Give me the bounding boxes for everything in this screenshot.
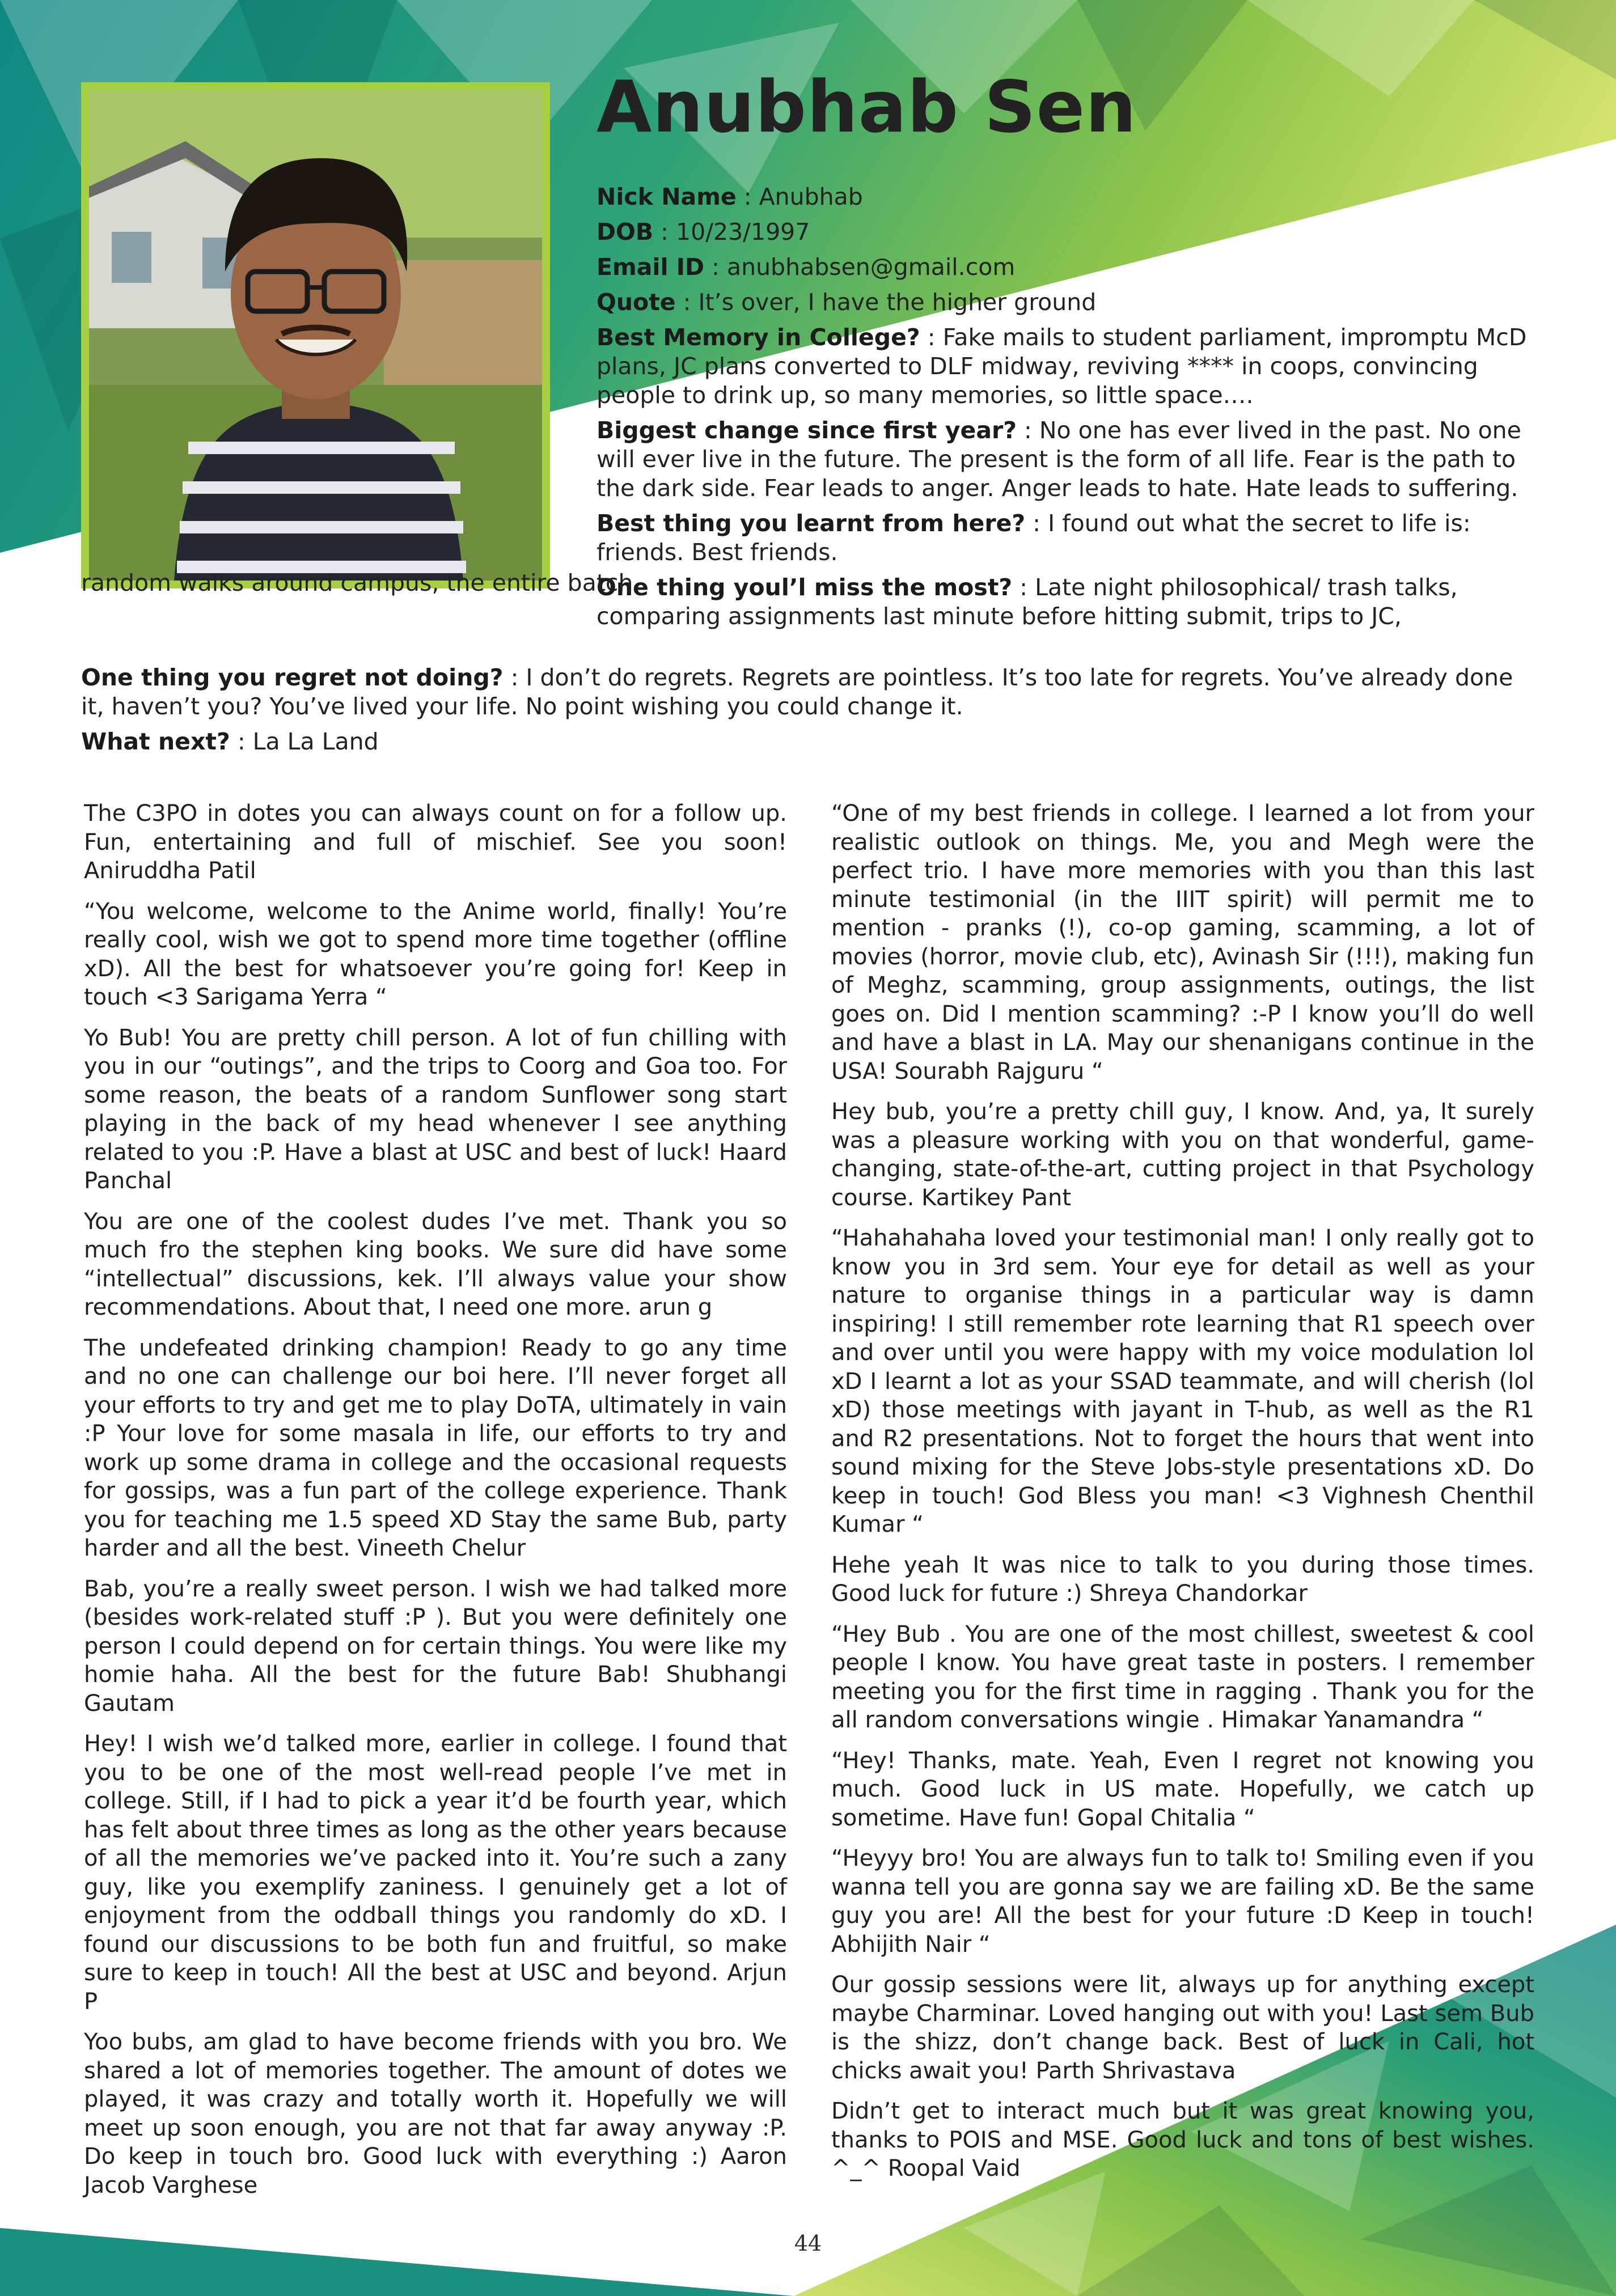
field-dob [597, 218, 1543, 247]
testimonial: “Hey! Thanks, mate. Yeah, Even I regret not knowing you much. Good luck in US mate. Hopefully, we catch up sometime. Have fun! Gopal Chitalia “ [831, 1747, 1534, 1831]
field-value: : Anubhab [736, 183, 863, 210]
field-what-next [81, 727, 1533, 756]
testimonial: Yo Bub! You are pretty chill person. A lot of fun chilling with you in our “outings”, and the trips to Coorg and Goa too. For some reason, the beats of a random Sunflower song start playing in the back of my head whenever I see anything related to you :P. Have a blast at USC and best of luck! Haard Panchal [84, 1024, 787, 1194]
portrait-illustration [89, 90, 542, 581]
field-value: : I found out what the secret to life is: friends. Best friends. [597, 510, 1471, 566]
field-best-memory [597, 323, 1543, 410]
testimonial: Our gossip sessions were lit, always up for anything except maybe Charminar. Loved hanging out with you! Last sem Bub is the shizz, don’t change back. Best of luck in Cali, hot chicks await you! Parth Shrivastava [831, 1972, 1534, 2084]
profile-photo [81, 82, 550, 588]
field-value: : 10/23/1997 [653, 218, 810, 245]
testimonial: The C3PO in dotes you can always count on for a follow up. Fun, entertaining and full of mischief. See you soon! Aniruddha Patil [84, 800, 787, 884]
page-number: 44 [794, 2231, 822, 2256]
field-value: : It’s over, I have the higher ground [675, 289, 1097, 316]
profile-info-continuation [81, 569, 1533, 598]
field-quote [597, 288, 1543, 317]
testimonial: You are one of the coolest dudes I’ve met. Thank you so much fro the stephen king books. We sure did have some “intellectual” discussions, kek. I’ll always value your show recommendations. About that, I need one more. arun g [84, 1208, 787, 1320]
testimonial: “You welcome, welcome to the Anime world, finally! You’re really cool, wish we got to spend more time together (offline xD). All the best for whatsoever you’re going for! Keep in touch <3 Sarigama Yerra “ [84, 898, 787, 1010]
field-label: Email ID [597, 253, 705, 281]
field-best-thing-learnt [597, 509, 1543, 567]
testimonial: Didn’t get to interact much but it was great knowing you, thanks to POIS and MSE. Good luck and tons of best wishes. ^_^ Roopal Vaid [831, 2098, 1534, 2181]
testimonial: Yoo bubs, am glad to have become friends with you bro. We shared a lot of memories together. The amount of dotes we played, it was crazy and totally worth it. Hopefully we will meet up soon enough, you are not that far away anyway :P. Do keep in touch bro. Good luck with everything :) Aaron Jacob Varghese [84, 2029, 787, 2198]
testimonial: Hey! I wish we’d talked more, earlier in college. I found that you to be one of the most well-read people I’ve met in college. Still, if I had to pick a year it’d be fourth year, which has felt about three times as long as the other years because of all the memories we’ve packed into it. You’re such a zany guy, like you exemplify zaniness. I genuinely get a lot of enjoyment from the oddball things you randomly do xD. I found our discussions to be both fun and fruitful, so make sure to keep in touch! All the best at USC and beyond. Arjun P [84, 1731, 787, 2015]
profile-info-bottom [81, 663, 1533, 762]
field-value: : anubhabsen@gmail.com [704, 253, 1016, 281]
testimonial: Hey bub, you’re a pretty chill guy, I know. And, ya, It surely was a pleasure working with you on that wonderful, game-changing, state-of-the-art, cutting project in that Psychology course. Kartikey Pant [831, 1099, 1534, 1211]
field-nick-name [597, 183, 1543, 211]
field-value: : No one has ever lived in the past. No one will ever live in the future. The present is the form of all life. Fear is the path to the dark side. Fear leads to anger. Anger leads to hate. Hate leads to suffering. [597, 417, 1521, 502]
field-label: Nick Name [597, 183, 737, 210]
testimonial: Hehe yeah It was nice to talk to you during those times. Good luck for future :) Shreya Chandorkar [831, 1552, 1534, 1607]
testimonials-left-column [84, 799, 787, 2212]
testimonial: Bab, you’re a really sweet person. I wish we had talked more (besides work-related stuff :P ). But you were definitely one person I could depend on for certain things. You were like my homie haha. All the best for the future Bab! Shubhangi Gautam [84, 1575, 787, 1717]
field-email [597, 253, 1543, 282]
testimonial: “One of my best friends in college. I learned a lot from your realistic outlook on things. Me, you and Megh were the perfect trio. I have more memories with you than this last minute testimonial (in the IIIT spirit) will permit me to mention - pranks (!), co-op gaming, scamming, a lot of movies (horror, movie club, etc), Avinash Sir (!!!), making fun of Meghz, scamming, group assignments, outings, the list goes on. Did I mention scamming? :-P I know you’ll do well and have a blast in LA. May our shenanigans continue in the USA! Sourabh Rajguru “ [831, 800, 1534, 1085]
field-label: DOB [597, 218, 654, 245]
field-value: : La La Land [230, 728, 379, 755]
field-label: What next? [81, 728, 230, 755]
field-biggest-change [597, 416, 1543, 503]
field-miss-the-most-continued: random walks around campus, the entire batch [81, 569, 633, 596]
field-label: One thing youl’l miss the most? [597, 574, 1013, 601]
field-value: : Late night philosophical/ trash talks, comparing assignments last minute before hitting submit, trips to JC, [597, 574, 1458, 630]
field-label: Best Memory in College? [597, 324, 920, 351]
field-label: Best thing you learnt from here? [597, 510, 1026, 537]
testimonials-right-column [831, 799, 1534, 2195]
field-label: Quote [597, 289, 676, 316]
field-regret [81, 663, 1533, 721]
testimonial: “Hey Bub . You are one of the most chillest, sweetest & cool people I know. You have great taste in posters. I remember meeting you for the first time in ragging . Thank you for the all random conversations wingie . Himakar Yanamandra “ [831, 1621, 1534, 1733]
profile-name: Anubhab Sen [597, 65, 1137, 149]
field-label: Biggest change since first year? [597, 417, 1017, 444]
field-value: : Fake mails to student parliament, impromptu McD plans, JC plans converted to DLF midway, reviving **** in coops, convincing people to drink up, so many memories, so little space…. [597, 324, 1527, 409]
testimonial: “Hahahahaha loved your testimonial man! I only really got to know you in 3rd sem. Your eye for detail as well as your nature to organise things in a particular way is damn inspiring! I still remember rote learning that R1 speech over and over until you were happy with my voice modulation lol xD I learnt a lot as your SSAD teammate, and will cherish (lol xD) those meetings with jayant in T-hub, as well as the R1 and R2 presentations. Not to forget the hours that went into sound mixing for the Steve Jobs-style presentations xD. Do keep in touch! God Bless you man! <3 Vighnesh Chenthil Kumar “ [831, 1225, 1534, 1537]
testimonial: The undefeated drinking champion! Ready to go any time and no one can challenge our boi here. I’ll never forget all your efforts to try and get me to play DoTA, ultimately in vain :P Your love for some masala in life, our efforts to try and work up some drama in college and the occasional requests for gossips, was a fun part of the college experience. Thank you for teaching me 1.5 speed XD Stay the same Bub, party harder and all the best. Vineeth Chelur [84, 1335, 787, 1561]
field-label: One thing you regret not doing? [81, 664, 504, 691]
testimonial: “Heyyy bro! You are always fun to talk to! Smiling even if you wanna tell you are gonna say we are failing xD. Be the same guy you are! All the best for your future :D Keep in touch! Abhijith Nair “ [831, 1845, 1534, 1958]
field-value: : I don’t do regrets. Regrets are pointless. It’s too late for regrets. You’ve already done it, haven’t you? You’ve lived your life. No point wishing you could change it. [81, 664, 1513, 720]
